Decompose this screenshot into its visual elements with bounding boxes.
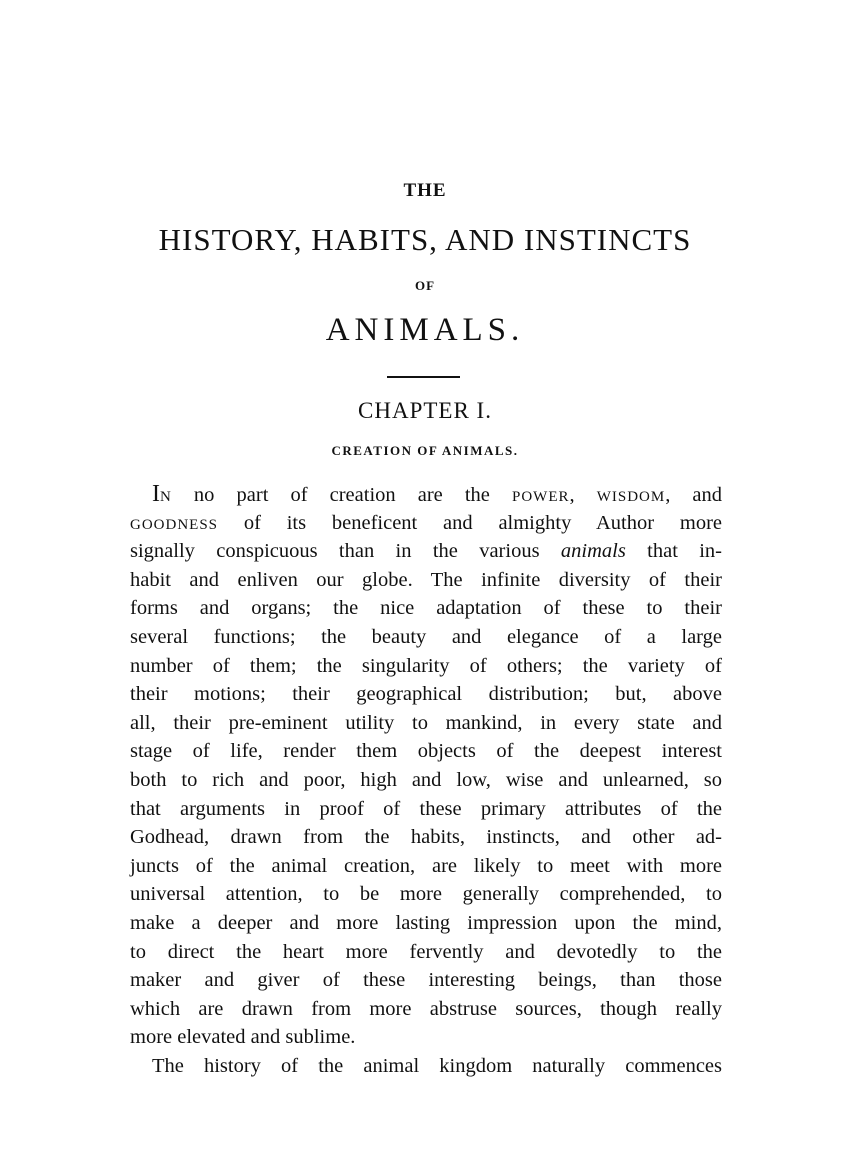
text-line: universal attention, to be more generally comprehended, to: [130, 883, 722, 906]
text-line: The history of the animal kingdom naturally commences: [152, 1054, 722, 1077]
text-line: number of them; the singularity of others; the variety of: [130, 654, 722, 677]
text-line: which are drawn from more abstruse sources, though really: [130, 997, 722, 1020]
text-line: to direct the heart more fervently and devotedly to the: [130, 940, 722, 963]
small-caps-power: POWER: [511, 489, 570, 505]
text-line: make a deeper and more lasting impression upon the mind,: [130, 911, 722, 934]
text-line: juncts of the animal creation, are likely to meet with more: [130, 854, 722, 877]
small-caps-wisdom: WISDOM: [596, 489, 666, 505]
text-span: ,: [569, 484, 597, 506]
title-divider: [387, 376, 460, 378]
text-line: their motions; their geographical distribution; but, above: [130, 683, 722, 706]
text-span: signally conspicuous than in the various: [130, 540, 561, 563]
text-line: [130, 509, 722, 538]
book-title-subject: ANIMALS.: [325, 312, 525, 348]
book-title: HISTORY, HABITS, AND INSTINCTS: [158, 222, 692, 257]
italic-animals: animals: [560, 540, 626, 563]
initial-rest: N: [160, 489, 172, 505]
text-line: maker and giver of these interesting beings, than those: [130, 969, 722, 992]
text-line: [130, 480, 722, 509]
text-line: forms and organs; the nice adaptation of these to their: [130, 597, 722, 620]
text-line: that arguments in proof of these primary attributes of the: [130, 797, 722, 820]
chapter-subtitle: CREATION OF ANIMALS.: [331, 443, 519, 458]
text-line: [130, 537, 722, 566]
initial-letter: I: [152, 481, 160, 507]
body-paragraphs: [130, 480, 722, 1080]
title-connector: OF: [414, 278, 436, 293]
text-line: Godhead, drawn from the habits, instincts, and other ad-: [130, 826, 722, 849]
text-line: several functions; the beauty and elegance of a large: [130, 625, 722, 648]
text-span: of its beneficent and almighty Author more: [218, 511, 722, 534]
title-article: THE: [403, 180, 447, 201]
text-span: that in-: [625, 540, 723, 563]
small-caps-goodness: GOODNESS: [130, 516, 219, 533]
text-line: more elevated and sublime.: [130, 1026, 356, 1049]
chapter-heading: CHAPTER I.: [358, 398, 492, 423]
text-line: all, their pre-eminent utility to mankind, in every state and: [130, 711, 722, 734]
text-line: habit and enliven our globe. The infinite diversity of their: [130, 568, 722, 591]
text-span: no part of creation are the: [171, 484, 512, 506]
text-span: , and: [665, 484, 723, 506]
text-line: stage of life, render them objects of the deepest interest: [130, 740, 722, 763]
text-line: both to rich and poor, high and low, wise and unlearned, so: [130, 768, 722, 791]
